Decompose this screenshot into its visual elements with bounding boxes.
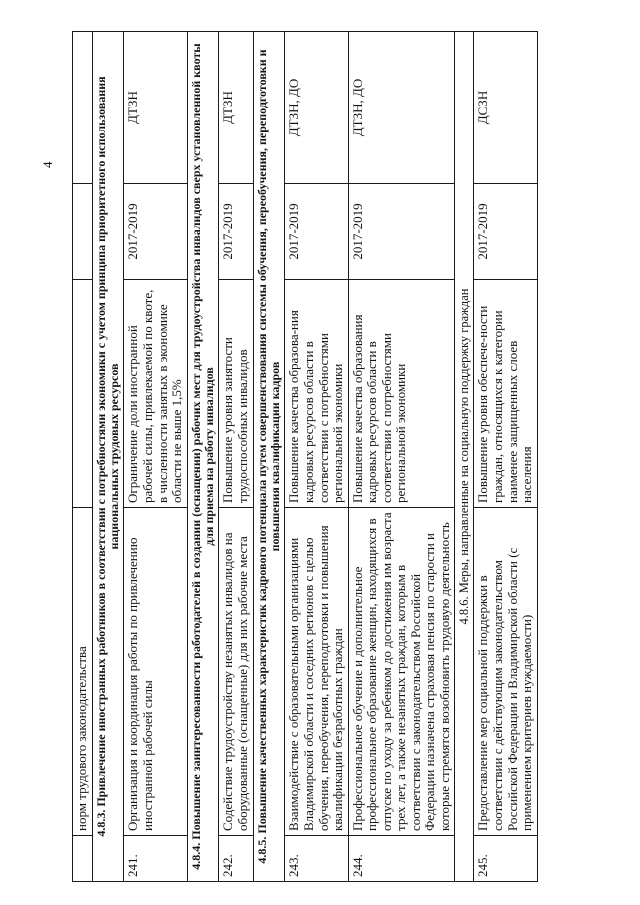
cell-top-text: норм трудового законодательства (73, 508, 93, 836)
executor-cell: ДСЗН (474, 32, 537, 184)
table-row-top (73, 32, 93, 882)
result-cell: Повышение уровня обеспече-ности граждан, относящихся к категории наименее защищенных слоев населения (474, 280, 537, 508)
section-text: 4.8.3. Привлечение иностранных работников в соответствии с потребностями экономики с учетом принципа приоритетного использования национальных трудовых ресурсов (92, 32, 124, 882)
period-cell: 2017-2019 (348, 184, 455, 280)
activity-cell: Содействие трудоустройству незанятых инвалидов на оборудованные (оснащенные) для них рабочие места (219, 508, 253, 836)
period-cell: 2017-2019 (285, 184, 348, 280)
cell-empty (73, 184, 93, 280)
table-row (348, 32, 455, 882)
section-text: 4.8.5. Повышение качественных характеристик кадрового потенциала путем совершенствования системы обучения, переобучения, переподготовки и повышения квалификации кадров (253, 32, 285, 882)
result-cell: Ограничение доли иностранной рабочей силы, привлекаемой по квоте, в численности занятых в экономике области не выше 1,5% (124, 280, 187, 508)
row-number: 243. (285, 836, 348, 882)
cell-num-empty (73, 836, 93, 882)
activity-cell: Профессиональное обучение и дополнительное профессиональное образование женщин, находящихся в отпуске по уходу за ребенком до достижения им возраста трех лет, а также незанятых граждан, которым в соответствии с законодательством Российской Федерации назначена страховая пенсия по старости и которые стремятся возобновить трудовую деятельность (348, 508, 455, 836)
table-row (124, 32, 187, 882)
table-row (474, 32, 537, 882)
period-cell: 2017-2019 (124, 184, 187, 280)
activity-cell: Организация и координация работы по привлечению иностранной рабочей силы (124, 508, 187, 836)
row-number: 241. (124, 836, 187, 882)
row-number: 242. (219, 836, 253, 882)
period-cell: 2017-2019 (474, 184, 537, 280)
executor-cell: ДТЗН, ДО (348, 32, 455, 184)
page-number: 4 (40, 161, 55, 168)
result-cell: Повышение качества образова-ния кадровых ресурсов области в соответствии с потребностями региональной экономики (285, 280, 348, 508)
executor-cell: ДТЗН (124, 32, 187, 184)
period-cell: 2017-2019 (219, 184, 253, 280)
activity-cell: Взаимодействие с образовательными организациями Владимирской области и соседних регионов с целью обучения, переобучения, переподготовки и повышения квалификации безработных граждан (285, 508, 348, 836)
table-row (285, 32, 348, 882)
row-number: 244. (348, 836, 455, 882)
result-cell: Повышение уровня занятости трудоспособных инвалидов (219, 280, 253, 508)
section-header-4-8-5 (253, 32, 285, 882)
executor-cell: ДТЗН (219, 32, 253, 184)
section-header-4-8-3 (92, 32, 124, 882)
cell-empty (73, 280, 93, 508)
section-text: 4.8.6. Меры, направленные на социальную поддержку граждан (455, 32, 474, 882)
result-cell: Повышение качества образования кадровых ресурсов области в соответствии с потребностями региональной экономики (348, 280, 455, 508)
table-row (219, 32, 253, 882)
section-header-4-8-6 (455, 32, 474, 882)
activity-cell: Предоставление мер социальной поддержки в соответствии с действующим законодательством Российской Федерации и Владимирской области (с применением критериев нуждаемости) (474, 508, 537, 836)
measures-table (72, 31, 538, 882)
cell-empty (73, 32, 93, 184)
section-header-4-8-4 (187, 32, 219, 882)
executor-cell: ДТЗН, ДО (285, 32, 348, 184)
rotated-table-container (72, 32, 612, 882)
section-text: 4.8.4. Повышение заинтересованности работодателей в создании (оснащении) рабочих мест для трудоустройства инвалидов сверх установленной квоты для приема на работу инвалидов (187, 32, 219, 882)
row-number: 245. (474, 836, 537, 882)
